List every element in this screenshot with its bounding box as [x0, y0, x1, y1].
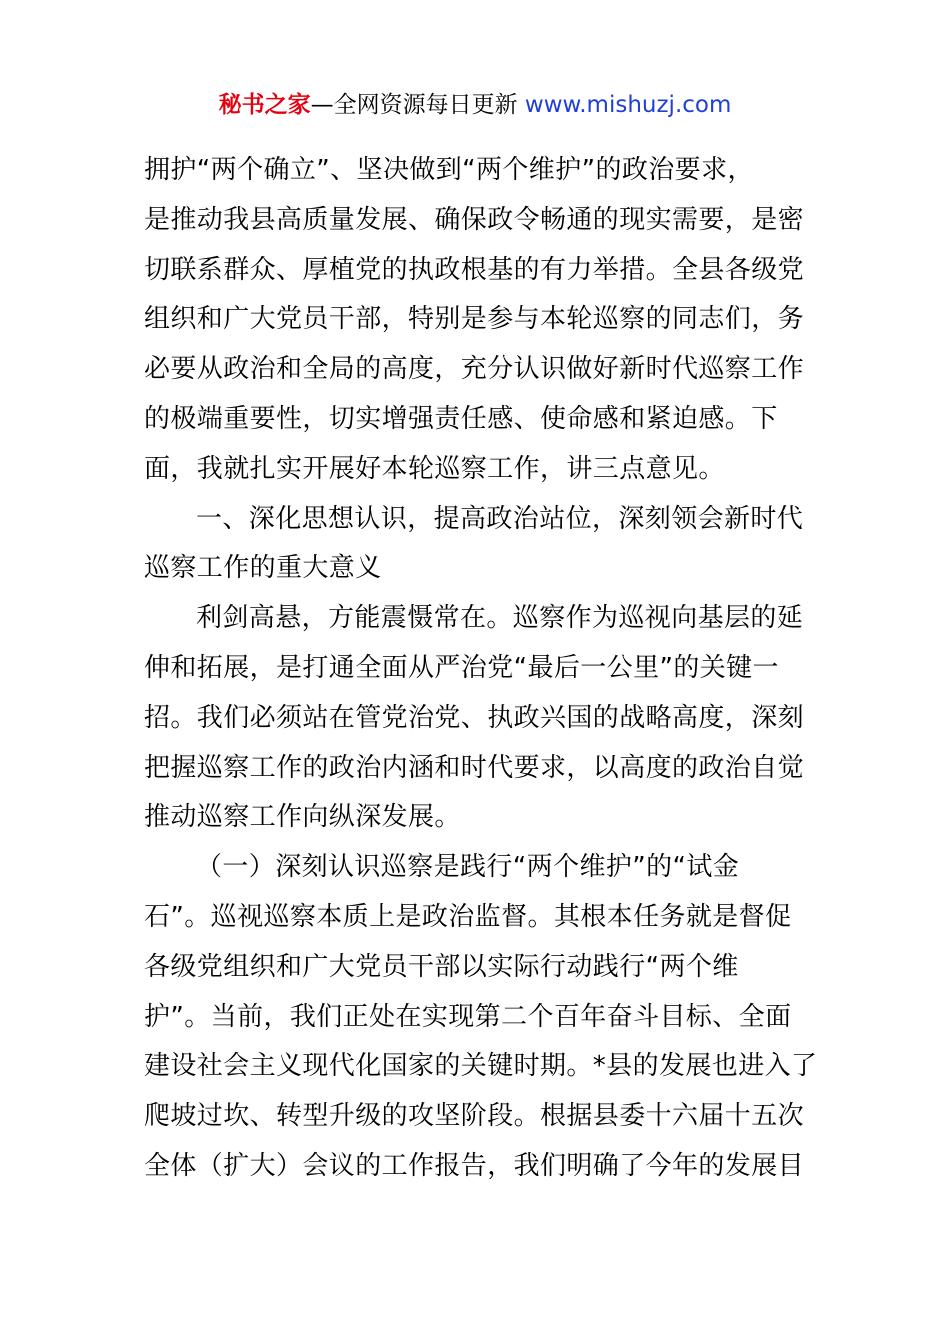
page-header	[0, 88, 950, 122]
text-line: 各级党组织和广大党员干部以实际行动践行“两个维	[144, 951, 739, 982]
text-line: 推动巡察工作向纵深发展。	[144, 802, 461, 833]
text-line: 伸和拓展，是打通全面从严治党“最后一公里”的关键一	[144, 652, 779, 683]
text-line: 护”。当前，我们正处在实现第二个百年奋斗目标、全面	[144, 1001, 792, 1032]
body-text	[144, 146, 818, 1192]
text-line: 招。我们必须站在管党治党、执政兴国的战略高度，深刻	[144, 702, 805, 733]
text-line: 的极端重要性，切实增强责任感、使命感和紧迫感。下	[144, 403, 778, 434]
header-tagline: —全网资源每日更新	[310, 92, 525, 118]
subsection-line: （一）深刻认识巡察是践行“两个维护”的“试金	[196, 852, 740, 883]
text-line: 利剑高悬，方能震慑常在。巡察作为巡视向基层的延	[196, 603, 804, 634]
text-line: 切联系群众、厚植党的执政根基的有力举措。全县各级党	[144, 254, 805, 285]
site-url[interactable]: www.mishuzj.com	[524, 92, 732, 118]
text-line: 必要从政治和全局的高度，充分认识做好新时代巡察工作	[144, 354, 805, 385]
text-line: 拥护“两个确立”、坚决做到“两个维护”的政治要求，	[144, 155, 754, 185]
text-line: 把握巡察工作的政治内涵和时代要求，以高度的政治自觉	[144, 752, 805, 783]
text-line: 面，我就扎实开展好本轮巡察工作，讲三点意见。	[144, 453, 725, 484]
section-heading-line: 一、深化思想认识，提高政治站位，深刻领会新时代	[196, 503, 804, 534]
section-heading-line: 巡察工作的重大意义	[144, 553, 382, 584]
text-line: 是推动我县高质量发展、确保政令畅通的现实需要，是密	[144, 204, 805, 235]
text-line: 全体（扩大）会议的工作报告，我们明确了今年的发展目	[144, 1150, 805, 1181]
text-line: 组织和广大党员干部，特别是参与本轮巡察的同志们，务	[144, 304, 805, 335]
text-line: 石”。巡视巡察本质上是政治监督。其根本任务就是督促	[144, 901, 792, 932]
text-line: 建设社会主义现代化国家的关键时期。*县的发展也进入了	[144, 1051, 818, 1082]
text-line: 爬坡过坎、转型升级的攻坚阶段。根据县委十六届十五次	[144, 1101, 805, 1132]
brand-name: 秘书之家	[218, 92, 311, 118]
